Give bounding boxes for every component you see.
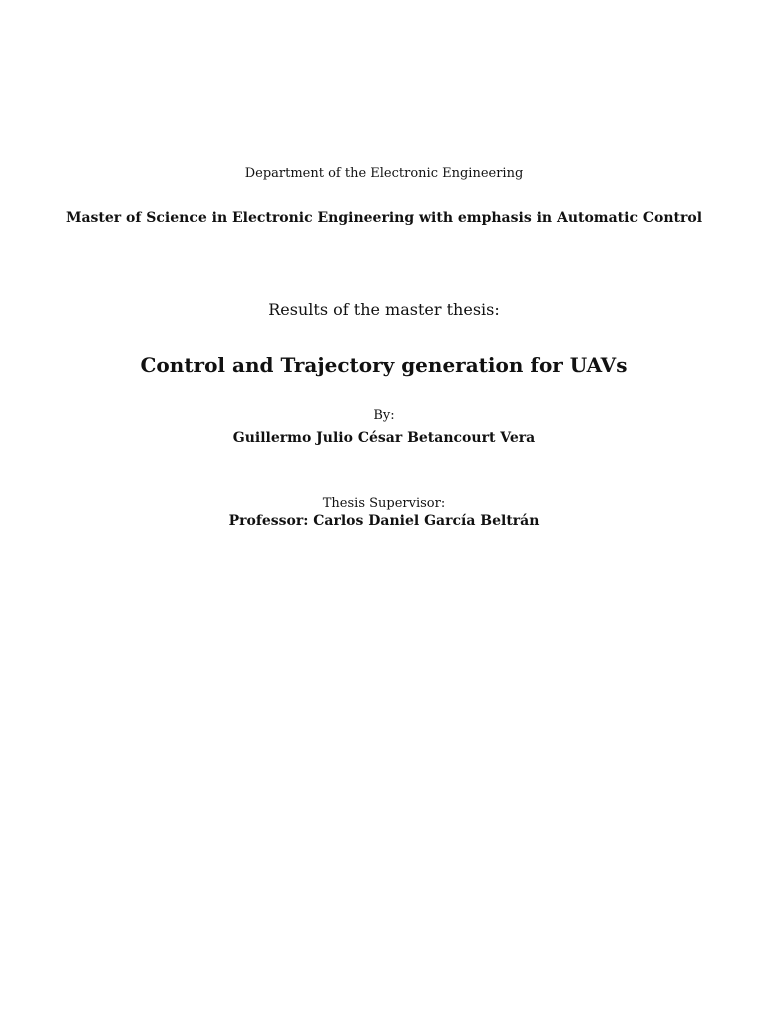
results-label: Results of the master thesis:: [268, 300, 500, 319]
by-label: By:: [373, 408, 395, 423]
department-name: Department of the Electronic Engineering: [244, 166, 524, 181]
supervisor-label: Thesis Supervisor:: [322, 496, 446, 511]
thesis-title: Control and Trajectory generation for UAVs: [140, 353, 628, 377]
degree-program: Master of Science in Electronic Engineering with emphasis in Automatic Control: [65, 210, 703, 226]
author-name: Guillermo Julio César Betancourt Vera: [232, 430, 536, 446]
supervisor-name: Professor: Carlos Daniel García Beltrán: [228, 513, 540, 529]
